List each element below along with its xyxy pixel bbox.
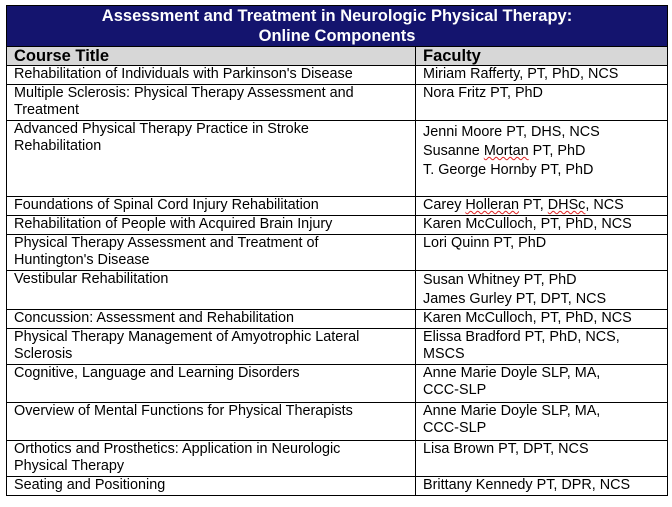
faculty-name: Nora Fritz PT, PhD xyxy=(423,85,543,101)
faculty-name-part: , NCS xyxy=(585,197,624,213)
course-title-header: Course Title xyxy=(7,47,416,66)
course-title-text: Physical Therapy Assessment and Treatment of Huntington's Disease xyxy=(14,235,319,268)
faculty-name: Miriam Rafferty, PT, PhD, NCS xyxy=(423,66,619,82)
course-title-cell xyxy=(7,329,416,365)
course-title-text: Orthotics and Prosthetics: Application in Neurologic Physical Therapy xyxy=(14,441,341,474)
table-title-line-2: Online Components xyxy=(258,27,416,45)
table-row xyxy=(7,216,668,235)
faculty-cell xyxy=(416,235,668,271)
table-row xyxy=(7,271,668,310)
course-title-text: Physical Therapy Management of Amyotrophic Lateral Sclerosis xyxy=(14,329,360,362)
table-row xyxy=(7,477,668,496)
course-title-text: Advanced Physical Therapy Practice in Stroke Rehabilitation xyxy=(14,121,309,154)
faculty-name: Elissa Bradford PT, PhD, NCS, MSCS xyxy=(423,329,620,362)
course-title-cell: Rehabilitation of People with Acquired Brain Injury xyxy=(7,216,416,235)
faculty-cell xyxy=(416,441,668,477)
faculty-cell xyxy=(416,310,668,329)
faculty-name: Lori Quinn PT, PhD xyxy=(423,235,547,251)
misspelled-name: Holleran xyxy=(465,197,519,213)
misspelled-name: Mortan xyxy=(483,143,529,159)
faculty-name: Anne Marie Doyle SLP, MA, CCC-SLP xyxy=(423,365,601,398)
faculty-name: Anne Marie Doyle SLP, MA, CCC-SLP xyxy=(423,403,601,436)
faculty-name xyxy=(423,197,667,214)
course-faculty-table xyxy=(6,5,668,496)
table-title-line-1: Assessment and Treatment in Neurologic Physical Therapy: xyxy=(101,7,573,25)
header-row xyxy=(7,47,668,66)
faculty-cell xyxy=(416,197,668,216)
faculty-header: Faculty xyxy=(416,47,668,66)
title-row xyxy=(7,6,668,47)
course-title-cell: Foundations of Spinal Cord Injury Rehabilitation xyxy=(7,197,416,216)
course-title-cell: Concussion: Assessment and Rehabilitation xyxy=(7,310,416,329)
faculty-name: Karen McCulloch, PT, PhD, NCS xyxy=(423,216,632,232)
table-row xyxy=(7,403,668,441)
faculty-name: Lisa Brown PT, DPT, NCS xyxy=(423,441,589,457)
faculty-name: Karen McCulloch, PT, PhD, NCS xyxy=(423,310,632,326)
faculty-name-part: PT, PhD xyxy=(528,143,586,159)
faculty-name: Susan Whitney PT, PhD xyxy=(423,272,577,288)
table-row xyxy=(7,197,668,216)
course-title-cell xyxy=(7,235,416,271)
faculty-name: T. George Hornby PT, PhD xyxy=(423,162,594,178)
course-title-text: Multiple Sclerosis: Physical Therapy Assessment and Treatment xyxy=(14,85,354,118)
faculty-cell xyxy=(416,477,668,496)
table-row xyxy=(7,310,668,329)
faculty-cell xyxy=(416,329,668,365)
faculty-name: James Gurley PT, DPT, NCS xyxy=(423,291,607,307)
course-title-cell xyxy=(7,121,416,197)
faculty-cell xyxy=(416,121,668,197)
table-row xyxy=(7,235,668,271)
faculty-cell xyxy=(416,66,668,85)
course-title-cell xyxy=(7,85,416,121)
table-title xyxy=(7,6,668,47)
faculty-name xyxy=(423,142,667,161)
faculty-name: Jenni Moore PT, DHS, NCS xyxy=(423,124,600,140)
faculty-name-part: PT, xyxy=(518,197,548,213)
faculty-cell xyxy=(416,365,668,403)
course-title-cell: Rehabilitation of Individuals with Parkinson's Disease xyxy=(7,66,416,85)
faculty-cell xyxy=(416,216,668,235)
faculty-cell xyxy=(416,271,668,310)
table-row xyxy=(7,85,668,121)
course-title-cell: Cognitive, Language and Learning Disorders xyxy=(7,365,416,403)
course-title-cell: Overview of Mental Functions for Physical Therapists xyxy=(7,403,416,441)
course-title-cell: Seating and Positioning xyxy=(7,477,416,496)
course-title-cell xyxy=(7,441,416,477)
table-row xyxy=(7,121,668,197)
table-row xyxy=(7,329,668,365)
course-title-cell: Vestibular Rehabilitation xyxy=(7,271,416,310)
table-row xyxy=(7,66,668,85)
faculty-cell xyxy=(416,403,668,441)
faculty-name: Brittany Kennedy PT, DPR, NCS xyxy=(423,477,631,493)
table-row xyxy=(7,365,668,403)
faculty-name-part: Susanne xyxy=(423,143,484,159)
faculty-cell xyxy=(416,85,668,121)
table-row xyxy=(7,441,668,477)
faculty-name-part: Carey xyxy=(423,197,466,213)
misspelled-credential: DHSc xyxy=(547,197,586,213)
